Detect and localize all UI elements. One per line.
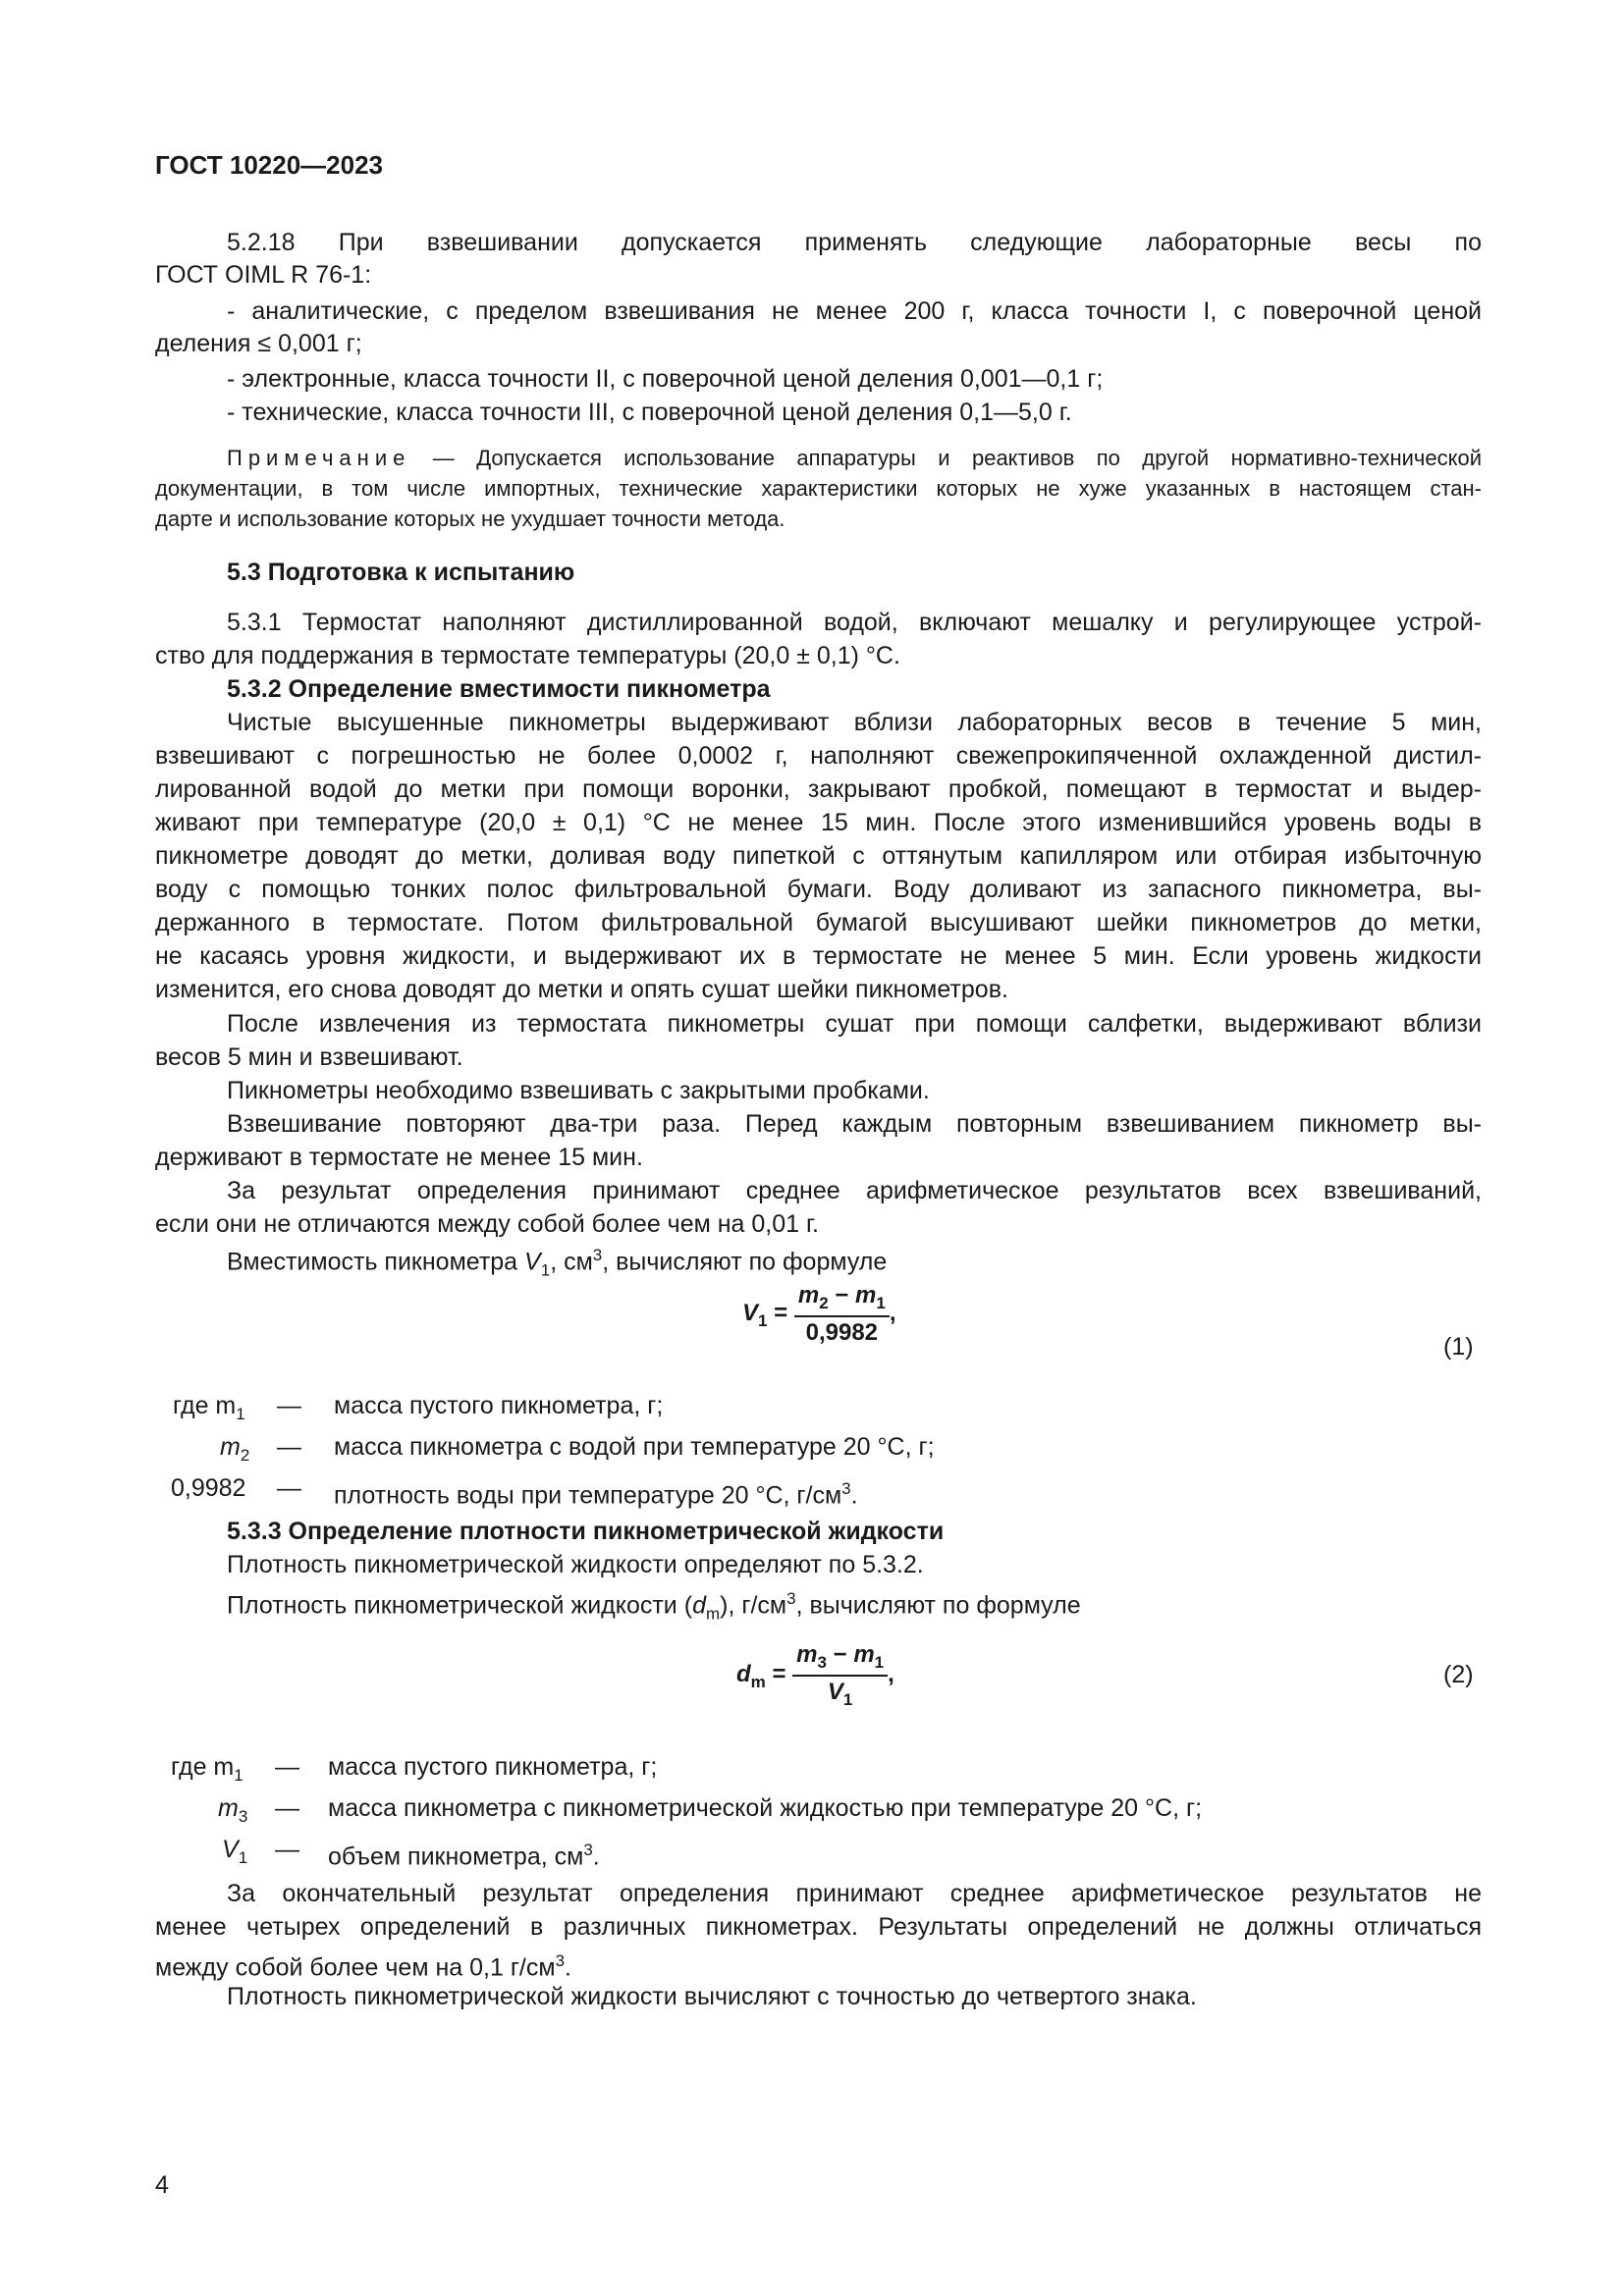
where1-sym-0: где $m_1$ xyxy=(173,1392,245,1423)
document-id-header: ГОСТ 10220—2023 xyxy=(155,150,383,180)
page-number: 4 xyxy=(155,2171,169,2199)
clause-5-3-2-line-1: Чистые высушенные пикнометры выдерживают вблизи лабораторных весов в течение 5 мин, xyxy=(227,709,1482,736)
p2-sup: 3 xyxy=(786,1589,796,1608)
p2-var: d xyxy=(692,1591,706,1620)
where1-dash-2: — xyxy=(277,1474,301,1502)
note-line-2: документации, в том числе импортных, технические характеристики которых не хуже указанных в настоящем стан- xyxy=(155,476,1482,501)
where2-dash-1: — xyxy=(275,1794,299,1822)
clause-5-3-1-line-2: ство для поддержания в термостате температуры (20,0 ± 0,1) °С. xyxy=(155,642,900,669)
where1-dash-1: — xyxy=(277,1433,301,1461)
clause-5-3-1-line-1: 5.3.1 Термостат наполняют дистиллированной водой, включают мешалку и регулирующее устрой- xyxy=(227,609,1482,636)
note-text-1: — Допускается использование аппаратуры и реактивов по другой нормативно-технической xyxy=(410,446,1482,470)
clause-5-3-2-line-8: не касаясь уровня жидкости, и выдерживают их в термостате не менее 5 мин. Если уровень жидкости xyxy=(155,942,1482,970)
where2-sym-1: $m_3$ xyxy=(218,1794,248,1826)
f2-num-b: m xyxy=(853,1641,875,1668)
f2-num-b-sub: 1 xyxy=(874,1652,885,1672)
p6-post: , вычисляют по формуле xyxy=(602,1248,888,1276)
clause-5-3-2-line-5: пикнометре доводят до метки, доливая воду пипеткой с оттянутым капилляром или отбирая избыточную xyxy=(155,842,1482,870)
clause-5-3-3-p2 xyxy=(227,1582,1081,1629)
note-line-3: дарте и использование которых не ухудшает точности метода. xyxy=(155,507,785,531)
p2-mid: ), г/см xyxy=(720,1591,787,1620)
scales-item-technical: - технические, класса точности III, с поверочной ценой деления 0,1—5,0 г. xyxy=(227,399,1072,426)
formula-2-number: (2) xyxy=(1443,1661,1474,1688)
where1-sym-2: 0,9982 xyxy=(171,1474,246,1502)
where2-dash-2: — xyxy=(275,1836,299,1863)
f2-denominator xyxy=(824,1677,856,1710)
f1-num-a: m xyxy=(797,1282,820,1308)
scales-item-analytical: - аналитические, с пределом взвешивания не менее 200 г, класса точности I, с поверочной ценой xyxy=(227,297,1482,325)
f2-lhs-sub: m xyxy=(750,1672,766,1691)
p6-sup: 3 xyxy=(592,1246,603,1264)
where2-sym-0: где $m_1$ xyxy=(171,1753,244,1785)
where2-sym-2: $V_1$ xyxy=(222,1836,248,1867)
where2-text-2: объем пикнометра, $см^3$. xyxy=(328,1841,600,1871)
formula-1 xyxy=(742,1282,896,1347)
f2-num-a: m xyxy=(796,1641,818,1668)
scales-item-analytical-cont: деления ≤ 0,001 г; xyxy=(155,330,362,357)
clause-5-3-2-line-2: взвешивают с погрешностью не более 0,0002 г, наполняют свежепрокипяченной охлажденной дистил- xyxy=(155,742,1482,770)
section-5-3-title: 5.3 Подготовка к испытанию xyxy=(227,559,575,586)
where2-dash-0: — xyxy=(275,1753,299,1781)
f1-lhs: V xyxy=(742,1300,759,1327)
clause-5-3-2-p6 xyxy=(227,1239,887,1286)
f2-trail: , xyxy=(888,1661,894,1688)
f2-num-op: − xyxy=(826,1641,854,1668)
final-p1-line-2: менее четырех определений в различных пикнометрах. Результаты определений не должны отличаться xyxy=(155,1913,1482,1941)
f2-num-a-sub: 3 xyxy=(817,1652,827,1672)
f1-denominator: 0,9982 xyxy=(805,1318,879,1346)
where1-text-2: плотность воды при температуре 20 °С, $г/см^3$. xyxy=(334,1479,858,1510)
clause-5-3-2-line-7: держанного в термостате. Потом фильтровальной бумагой высушивают шейки пикнометров до метки, xyxy=(155,909,1482,936)
final-p1-line-1: За окончательный результат определения принимают среднее арифметическое результатов не xyxy=(227,1880,1482,1907)
where1-dash-0: — xyxy=(277,1392,301,1419)
f2-fraction xyxy=(792,1641,888,1710)
f1-num-op: − xyxy=(828,1282,856,1308)
f2-den-sub: 1 xyxy=(842,1689,853,1709)
f2-lhs: d xyxy=(736,1661,751,1688)
clause-5-2-18-line-2: ГОСТ OIML R 76-1: xyxy=(155,261,372,289)
clause-5-3-2-line-4: живают при температуре (20,0 ± 0,1) °С не менее 15 мин. После этого изменившийся уровень воды в xyxy=(155,809,1482,836)
scales-item-electronic: - электронные, класса точности II, с поверочной ценой деления 0,001—0,1 г; xyxy=(227,365,1104,393)
f1-eq: = xyxy=(767,1300,794,1327)
f1-fraction xyxy=(794,1282,890,1347)
clause-5-3-3-p1: Плотность пикнометрической жидкости определяют по 5.3.2. xyxy=(227,1551,924,1578)
where2-text-1: масса пикнометра с пикнометрической жидкостью при температуре 20 °С, г; xyxy=(328,1794,1203,1822)
f1-num-a-sub: 2 xyxy=(819,1293,829,1312)
f1-num-b-sub: 1 xyxy=(876,1293,886,1312)
f1-numerator xyxy=(794,1282,890,1317)
formula-1-number: (1) xyxy=(1443,1333,1474,1361)
final-p2: Плотность пикнометрической жидкости вычисляют с точностью до четвертого знака. xyxy=(227,1983,1197,2010)
p2-text: Плотность пикнометрической жидкости ( xyxy=(227,1591,693,1620)
clause-5-3-2-p3: Пикнометры необходимо взвешивать с закрытыми пробками. xyxy=(227,1077,930,1104)
where1-text-0: масса пустого пикнометра, г; xyxy=(334,1392,664,1419)
where1-sym-1: $m_2$ xyxy=(220,1433,250,1465)
f1-trail: , xyxy=(889,1300,896,1327)
p2-post: , вычисляют по формуле xyxy=(795,1591,1081,1620)
p2-sub: m xyxy=(705,1604,721,1624)
where1-text-1: масса пикнометра с водой при температуре 20 °С, г; xyxy=(334,1433,935,1461)
formula-2 xyxy=(736,1641,894,1710)
f1-num-b: m xyxy=(855,1282,877,1308)
clause-5-3-2-p5-line-2: если они не отличаются между собой более чем на 0,01 г. xyxy=(155,1210,820,1238)
clause-5-3-2-title: 5.3.2 Определение вместимости пикнометра xyxy=(227,675,771,703)
p6-text: Вместимость пикнометра xyxy=(227,1248,525,1276)
where2-text-0: масса пустого пикнометра, г; xyxy=(328,1753,658,1781)
p6-sub: 1 xyxy=(540,1260,551,1280)
f1-lhs-sub: 1 xyxy=(758,1311,768,1331)
p6-mid: , см xyxy=(550,1248,593,1276)
f2-numerator xyxy=(792,1641,888,1677)
clause-5-3-2-line-6: воду с помощью тонких полос фильтровальной бумаги. Воду доливают из запасного пикнометра, вы- xyxy=(155,876,1482,903)
f2-den-var: V xyxy=(827,1678,843,1705)
final-p1-line-3: между собой более чем на 0,1 $г/см^3$. xyxy=(155,1951,571,1982)
clause-5-3-2-p2-line-2: весов 5 мин и взвешивают. xyxy=(155,1043,463,1071)
clause-5-3-2-line-9: изменится, его снова доводят до метки и опять сушат шейки пикнометров. xyxy=(155,976,1008,1003)
p6-var: V xyxy=(524,1248,541,1276)
note-line-1 xyxy=(227,443,1482,473)
clause-5-3-2-p2-line-1: После извлечения из термостата пикнометры сушат при помощи салфетки, выдерживают вблизи xyxy=(227,1010,1482,1038)
clause-5-3-2-p4-line-2: держивают в термостате не менее 15 мин. xyxy=(155,1144,643,1171)
clause-5-3-2-line-3: лированной водой до метки при помощи воронки, закрывают пробкой, помещают в термостат и выдер- xyxy=(155,775,1482,803)
clause-5-2-18-line-1: 5.2.18 При взвешивании допускается применять следующие лабораторные весы по xyxy=(227,229,1482,256)
clause-5-3-3-title: 5.3.3 Определение плотности пикнометрической жидкости xyxy=(227,1518,945,1545)
clause-5-3-2-p4-line-1: Взвешивание повторяют два-три раза. Перед каждым повторным взвешиванием пикнометр вы- xyxy=(227,1110,1482,1138)
f2-eq: = xyxy=(765,1661,793,1688)
note-label: Примечание xyxy=(227,446,411,470)
clause-5-3-2-p5-line-1: За результат определения принимают среднее арифметическое результатов всех взвешиваний, xyxy=(227,1177,1482,1204)
